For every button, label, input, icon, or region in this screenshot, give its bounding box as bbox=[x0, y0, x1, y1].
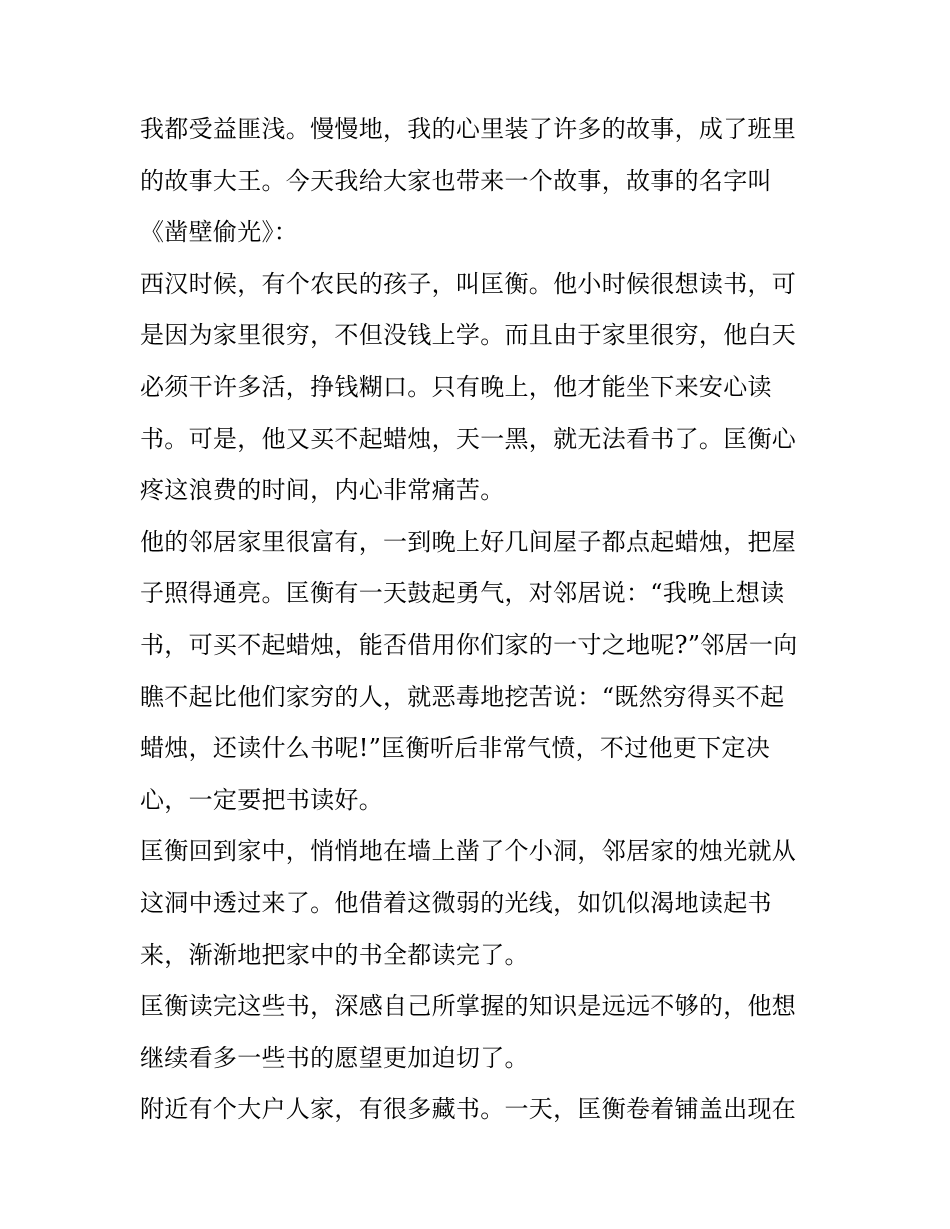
text-line: 我都受益匪浅。慢慢地，我的心里装了许多的故事，成了班里 bbox=[140, 115, 797, 143]
text-line: 继续看多一些书的愿望更加迫切了。 bbox=[140, 1043, 529, 1072]
text-line: 西汉时候，有个农民的孩子，叫匡衡。他小时候很想读书，可 bbox=[140, 269, 797, 298]
text-line: 是因为家里很穷，不但没钱上学。而且由于家里很穷，他白天 bbox=[140, 321, 797, 350]
text-line: 来，渐渐地把家中的书全都读完了。 bbox=[140, 940, 529, 969]
text-line: 《凿壁偷光》： bbox=[140, 218, 299, 247]
text-line: 瞧不起比他们家穷的人，就恶毒地挖苦说：“既然穷得买不起 bbox=[140, 682, 785, 711]
text-line: 书，可买不起蜡烛，能否借用你们家的一寸之地呢?”邻居一向 bbox=[140, 630, 798, 659]
text-line: 蜡烛，还读什么书呢!”匡衡听后非常气愤，不过他更下定决 bbox=[140, 734, 771, 763]
text-line: 心，一定要把书读好。 bbox=[140, 785, 383, 814]
text-line: 的故事大王。今天我给大家也带来一个故事，故事的名字叫 bbox=[140, 166, 772, 195]
text-line: 匡衡读完这些书，深感自己所掌握的知识是远远不够的，他想 bbox=[140, 992, 797, 1021]
story-text bbox=[140, 104, 840, 1136]
text-line: 书。可是，他又买不起蜡烛，天一黑，就无法看书了。匡衡心 bbox=[140, 424, 797, 453]
text-line: 疼这浪费的时间，内心非常痛苦。 bbox=[140, 476, 505, 505]
text-line: 附近有个大户人家，有很多藏书。一天，匡衡卷着铺盖出现在 bbox=[140, 1095, 797, 1124]
text-line: 他的邻居家里很富有，一到晚上好几间屋子都点起蜡烛，把屋 bbox=[140, 527, 797, 556]
text-line: 子照得通亮。匡衡有一天鼓起勇气，对邻居说：“我晚上想读 bbox=[140, 579, 785, 608]
text-line: 匡衡回到家中，悄悄地在墙上凿了个小洞，邻居家的烛光就从 bbox=[140, 837, 797, 866]
text-line: 必须干许多活，挣钱糊口。只有晚上，他才能坐下来安心读 bbox=[140, 372, 772, 401]
text-line: 这洞中透过来了。他借着这微弱的光线，如饥似渴地读起书 bbox=[140, 888, 772, 917]
